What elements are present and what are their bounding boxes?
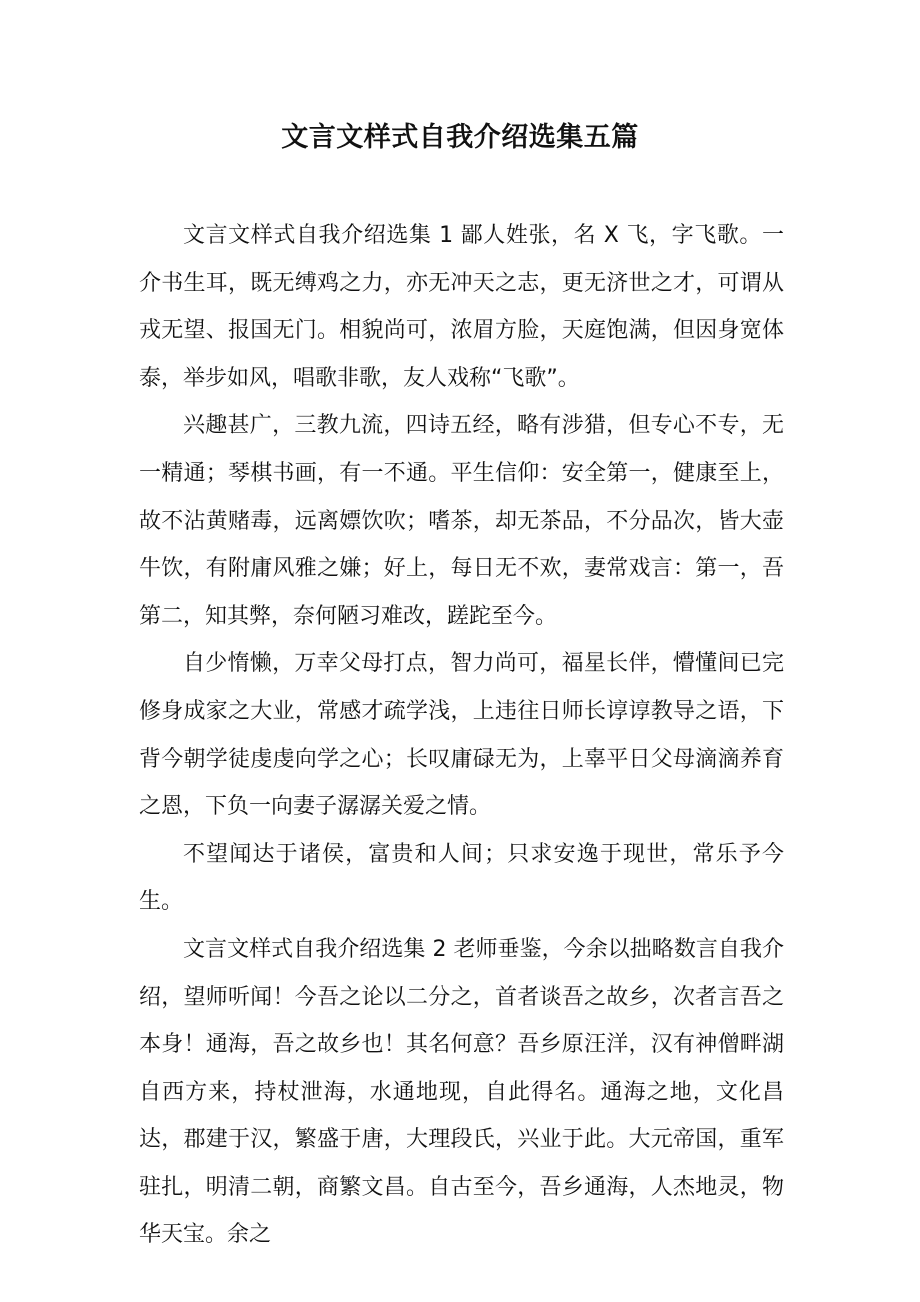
paragraph-interests: 兴趣甚广，三教九流，四诗五经，略有涉猎，但专心不专，无一精通；琴棋书画，有一不通。平生信仰：安全第一，健康至上，故不沾黄赌毒，远离嫖饮吹；嗜茶，却无茶品，不分品次，皆大壶牛饮，有附庸风雅之嫌；好上，每日无不欢，妻常戏言：第一，吾第二，知其弊，奈何陋习难改，蹉跎至今。	[139, 413, 784, 629]
paragraph-upbringing: 自少惰懒，万幸父母打点，智力尚可，福星长伴，懵懂间已完修身成家之大业，常感才疏学浅，上违往日师长谆谆教导之语，下背今朝学徒虔虔向学之心；长叹庸碌无为，上辜平日父母滴滴养育之恩，下负一向妻子潺潺关爱之情。	[139, 651, 784, 820]
paragraph-aspiration: 不望闻达于诸侯，富贵和人间；只求安逸于现世，常乐予今生。	[139, 841, 784, 915]
paragraph-intro-2: 文言文样式自我介绍选集 2 老师垂鉴，今余以拙略数言自我介绍，望师听闻！今吾之论以二分之，首者谈吾之故乡，次者言吾之本身！通海，吾之故乡也！其名何意？吾乡原汪洋，汉有神僧畔湖自西方来，持杖泄海，水通地现，自此得名。通海之地，文化昌达，郡建于汉，繁盛于唐，大理段氏，兴业于此。大元帝国，重军驻扎，明清二朝，商繁文昌。自古至今，吾乡通海，人杰地灵，物华天宝。余之	[139, 936, 784, 1248]
paragraph-intro-1: 文言文样式自我介绍选集 1 鄙人姓张，名 X 飞，字飞歌。一介书生耳，既无缚鸡之力，亦无冲天之志，更无济世之才，可谓从戎无望、报国无门。相貌尚可，浓眉方脸，天庭饱满，但因身宽体泰，举步如风，唱歌非歌，友人戏称“飞歌”。	[139, 223, 784, 391]
document-title: 文言文样式自我介绍选集五篇	[281, 122, 639, 153]
document-body	[139, 212, 784, 1259]
